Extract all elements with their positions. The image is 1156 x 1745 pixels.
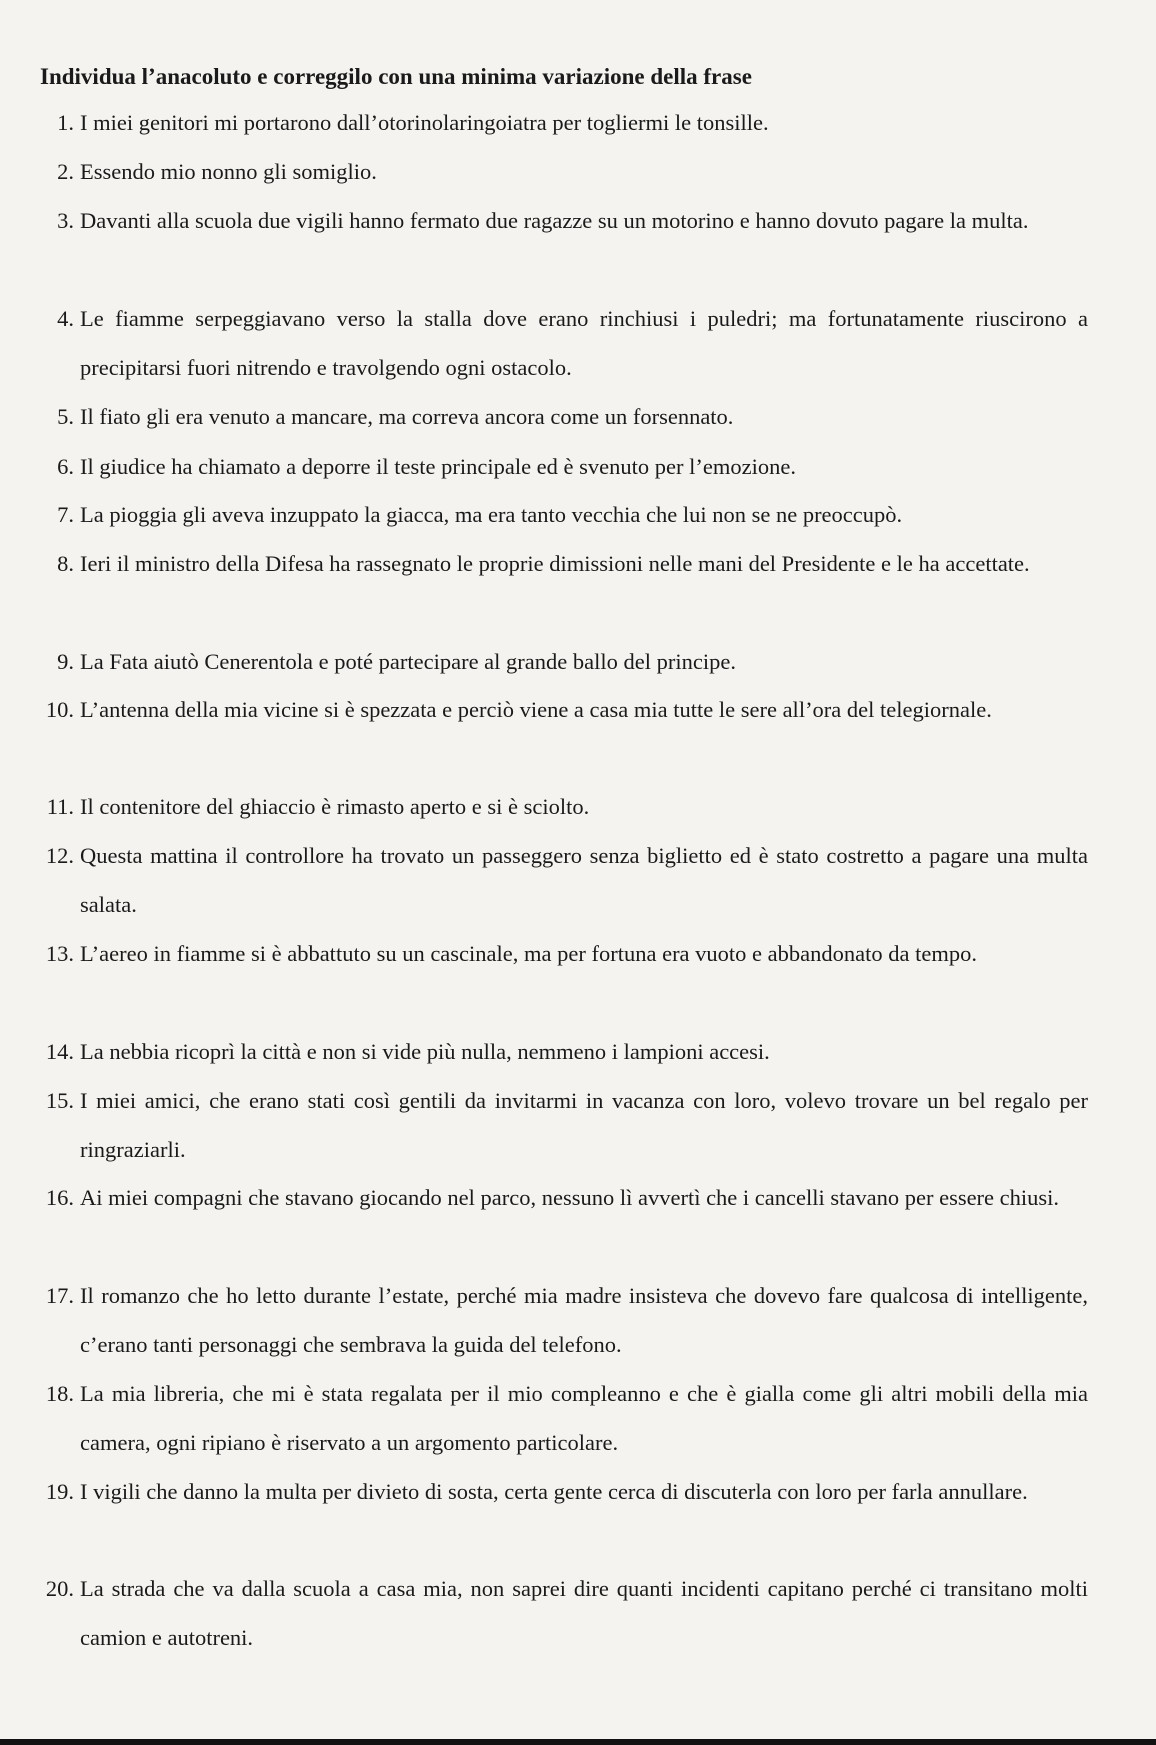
exercise-item-2	[36, 148, 1088, 197]
item-number: 7.	[57, 502, 74, 527]
item-text: Le fiamme serpeggiavano verso la stalla dove erano rinchiusi i puledri; ma fortunatamente riuscirono a precipitarsi fuori nitrendo e travolgendo ogni ostacolo.	[80, 306, 1088, 380]
exercise-item-18	[36, 1370, 1088, 1467]
item-number: 8.	[57, 551, 74, 576]
exercise-item-1	[36, 99, 1088, 148]
item-text: Il romanzo che ho letto durante l’estate, perché mia madre insisteva che dovevo fare qualcosa di intelligente, c’erano tanti personaggi che sembrava la guida del telefono.	[80, 1283, 1088, 1357]
item-number: 13.	[45, 941, 74, 966]
item-number: 20.	[45, 1576, 74, 1601]
item-number: 4.	[57, 306, 74, 331]
item-text: Essendo mio nonno gli somiglio.	[80, 159, 377, 184]
item-number: 15.	[45, 1088, 74, 1113]
item-text: La Fata aiutò Cenerentola e poté partecipare al grande ballo del principe.	[80, 649, 736, 674]
item-text: Il fiato gli era venuto a mancare, ma correva ancora come un forsennato.	[80, 404, 734, 429]
exercise-item-7	[36, 491, 1088, 540]
exercise-item-3	[36, 197, 1088, 246]
exercise-item-20	[36, 1565, 1088, 1662]
item-number: 6.	[57, 454, 74, 479]
exercise-item-14	[36, 1028, 1088, 1077]
item-number: 2.	[57, 159, 74, 184]
item-number: 3.	[57, 208, 74, 233]
item-text: Ai miei compagni che stavano giocando nel parco, nessuno lì avvertì che i cancelli stavano per essere chiusi.	[80, 1185, 1060, 1210]
item-number: 5.	[57, 404, 74, 429]
exercise-item-19	[36, 1468, 1088, 1517]
item-number: 10.	[45, 697, 74, 722]
item-number: 19.	[45, 1479, 74, 1504]
exercise-item-6	[36, 443, 1088, 492]
item-number: 11.	[46, 794, 74, 819]
item-text: Il giudice ha chiamato a deporre il teste principale ed è svenuto per l’emozione.	[80, 454, 796, 479]
exercise-item-11	[36, 783, 1088, 832]
exercise-item-16	[36, 1174, 1088, 1223]
exercise-item-9	[36, 638, 1088, 687]
item-number: 16.	[45, 1185, 74, 1210]
exercise-item-15	[36, 1077, 1088, 1174]
exercise-item-13	[36, 930, 1088, 979]
item-text: L’antenna della mia vicine si è spezzata e perciò viene a casa mia tutte le sere all’ora del telegiornale.	[80, 697, 992, 722]
item-text: La mia libreria, che mi è stata regalata per il mio compleanno e che è gialla come gli altri mobili della mia camera, ogni ripiano è riservato a un argomento particolare.	[80, 1381, 1088, 1455]
exercise-instruction: Individua l’anacoluto e correggilo con una minima variazione della frase	[40, 64, 752, 89]
exercise-item-12	[36, 832, 1088, 929]
exercise-item-4	[36, 295, 1088, 392]
exercise-item-10	[36, 686, 1088, 735]
item-text: I miei genitori mi portarono dall’otorinolaringoiatra per togliermi le tonsille.	[80, 110, 769, 135]
bottom-edge-bar	[0, 1739, 1156, 1745]
item-text: Il contenitore del ghiaccio è rimasto aperto e si è sciolto.	[80, 794, 590, 819]
exercise-item-17	[36, 1272, 1088, 1369]
item-number: 12.	[45, 843, 74, 868]
item-text: La nebbia ricoprì la città e non si vide più nulla, nemmeno i lampioni accesi.	[80, 1039, 770, 1064]
item-number: 9.	[57, 649, 74, 674]
item-text: Davanti alla scuola due vigili hanno fermato due ragazze su un motorino e hanno dovuto pagare la multa.	[80, 208, 1029, 233]
item-number: 14.	[45, 1039, 74, 1064]
exercise-item-8	[36, 540, 1088, 589]
item-number: 1.	[57, 110, 74, 135]
item-number: 17.	[45, 1283, 74, 1308]
item-number: 18.	[45, 1381, 74, 1406]
item-text: Questa mattina il controllore ha trovato un passeggero senza biglietto ed è stato costretto a pagare una multa salata.	[80, 843, 1088, 917]
item-text: La pioggia gli aveva inzuppato la giacca, ma era tanto vecchia che lui non se ne preoccupò.	[80, 502, 903, 527]
exercise-item-5	[36, 393, 1088, 442]
item-text: I vigili che danno la multa per divieto di sosta, certa gente cerca di discuterla con loro per farla annullare.	[80, 1479, 1028, 1504]
item-text: Ieri il ministro della Difesa ha rassegnato le proprie dimissioni nelle mani del Presidente e le ha accettate.	[80, 551, 1030, 576]
item-text: La strada che va dalla scuola a casa mia, non saprei dire quanti incidenti capitano perché ci transitano molti camion e autotreni.	[80, 1576, 1088, 1650]
item-text: I miei amici, che erano stati così gentili da invitarmi in vacanza con loro, volevo trovare un bel regalo per ringraziarli.	[80, 1088, 1088, 1162]
item-text: L’aereo in fiamme si è abbattuto su un cascinale, ma per fortuna era vuoto e abbandonato da tempo.	[80, 941, 977, 966]
